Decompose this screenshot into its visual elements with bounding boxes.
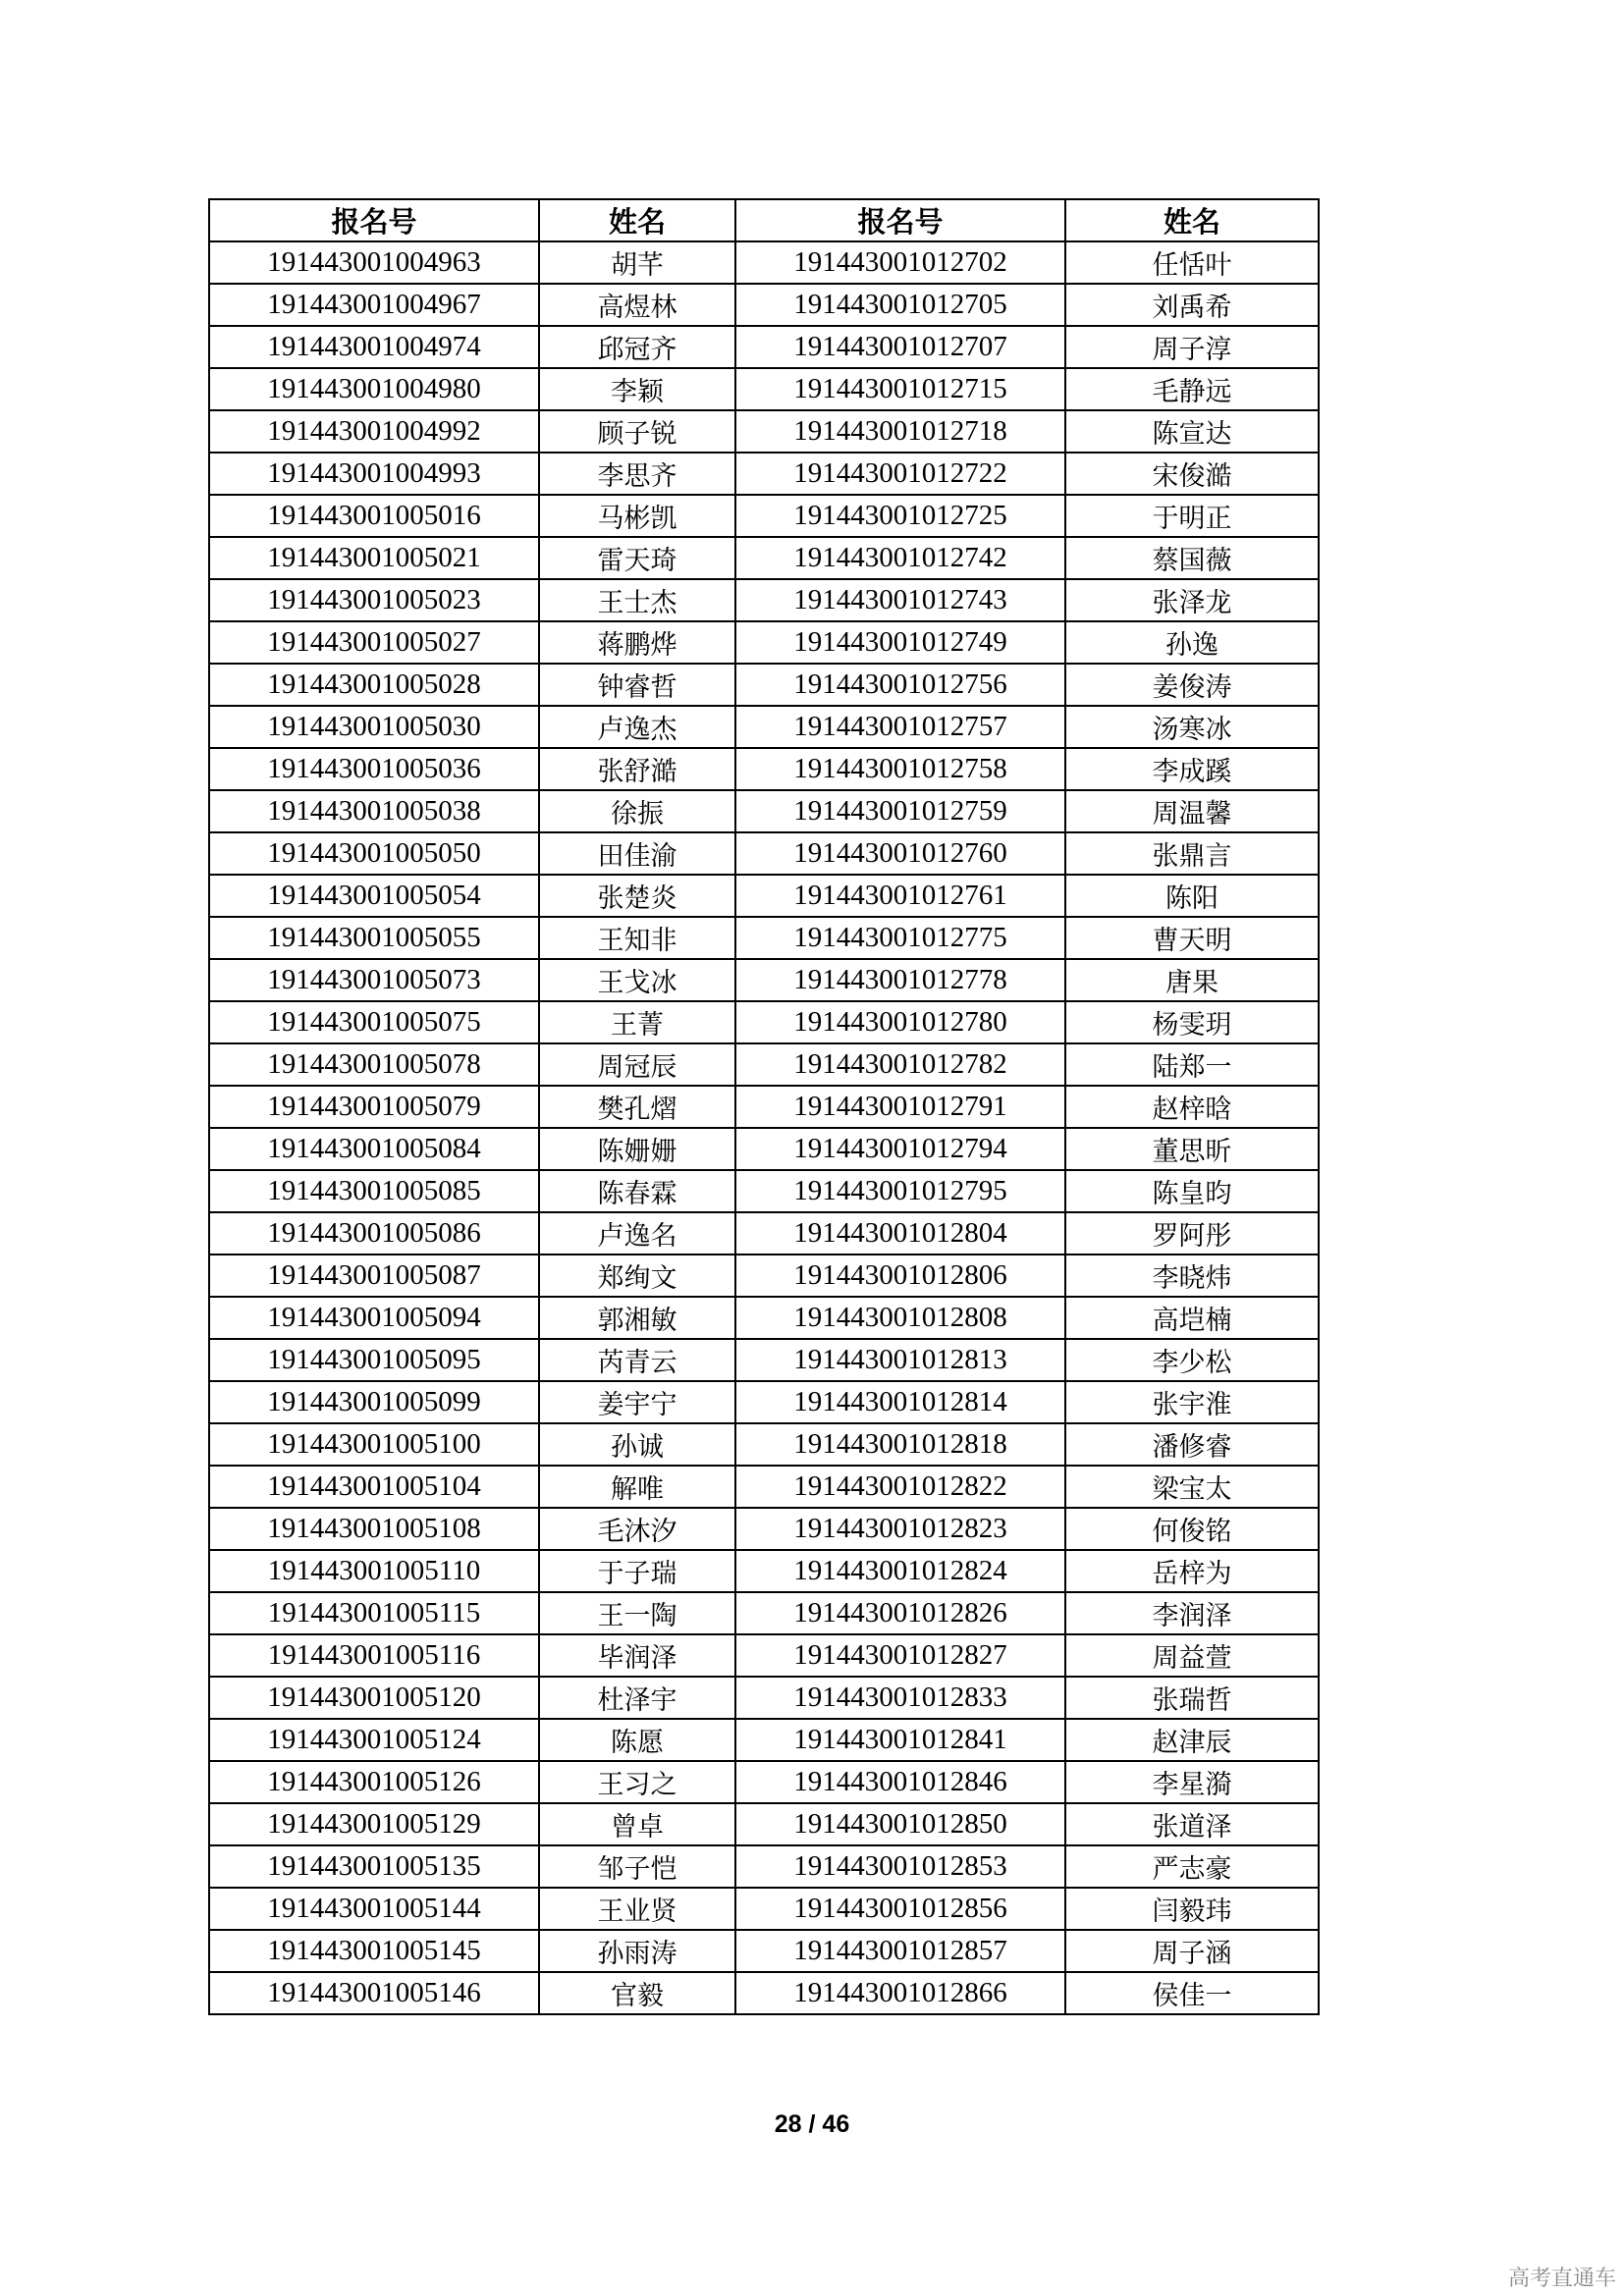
- cell-name-right: 赵津辰: [1065, 1719, 1319, 1761]
- table-row: [209, 453, 1319, 495]
- cell-name-right: 闫毅玮: [1065, 1888, 1319, 1930]
- cell-reg-number-right: 191443001012822: [735, 1466, 1065, 1508]
- cell-name-left: 王菁: [539, 1001, 735, 1043]
- cell-name-right: 周子淳: [1065, 326, 1319, 368]
- cell-name-left: 张舒澔: [539, 748, 735, 790]
- cell-reg-number-left: 191443001005078: [209, 1043, 539, 1086]
- cell-name-right: 姜俊涛: [1065, 664, 1319, 706]
- cell-name-left: 陈姗姗: [539, 1128, 735, 1170]
- cell-name-left: 雷天琦: [539, 537, 735, 579]
- cell-reg-number-left: 191443001005146: [209, 1972, 539, 2014]
- cell-name-left: 王戈冰: [539, 959, 735, 1001]
- cell-reg-number-right: 191443001012749: [735, 621, 1065, 664]
- cell-reg-number-right: 191443001012705: [735, 284, 1065, 326]
- cell-name-right: 赵梓晗: [1065, 1086, 1319, 1128]
- cell-reg-number-right: 191443001012715: [735, 368, 1065, 410]
- cell-name-right: 唐果: [1065, 959, 1319, 1001]
- cell-reg-number-left: 191443001004963: [209, 241, 539, 284]
- cell-reg-number-left: 191443001004974: [209, 326, 539, 368]
- table-row: [209, 1212, 1319, 1255]
- cell-name-left: 邹子恺: [539, 1845, 735, 1888]
- cell-reg-number-right: 191443001012759: [735, 790, 1065, 832]
- table-row: [209, 1128, 1319, 1170]
- table-row: [209, 1339, 1319, 1381]
- cell-reg-number-right: 191443001012795: [735, 1170, 1065, 1212]
- cell-reg-number-right: 191443001012718: [735, 410, 1065, 453]
- table-row: [209, 1381, 1319, 1423]
- cell-name-left: 高煜林: [539, 284, 735, 326]
- cell-reg-number-left: 191443001005016: [209, 495, 539, 537]
- cell-reg-number-right: 191443001012702: [735, 241, 1065, 284]
- table-row: [209, 1677, 1319, 1719]
- header-name-right: 姓名: [1065, 199, 1319, 241]
- table-row: [209, 664, 1319, 706]
- cell-reg-number-left: 191443001005055: [209, 917, 539, 959]
- cell-name-right: 董思昕: [1065, 1128, 1319, 1170]
- cell-reg-number-right: 191443001012818: [735, 1423, 1065, 1466]
- cell-name-right: 潘修睿: [1065, 1423, 1319, 1466]
- cell-reg-number-left: 191443001004992: [209, 410, 539, 453]
- table-row: [209, 579, 1319, 621]
- table-row: [209, 1761, 1319, 1803]
- cell-reg-number-right: 191443001012794: [735, 1128, 1065, 1170]
- cell-name-left: 陈愿: [539, 1719, 735, 1761]
- cell-name-left: 郭湘敏: [539, 1297, 735, 1339]
- table-row: [209, 410, 1319, 453]
- cell-reg-number-right: 191443001012814: [735, 1381, 1065, 1423]
- cell-reg-number-left: 191443001005087: [209, 1255, 539, 1297]
- cell-name-right: 任恬叶: [1065, 241, 1319, 284]
- cell-reg-number-right: 191443001012833: [735, 1677, 1065, 1719]
- table-row: [209, 832, 1319, 875]
- cell-name-left: 孙雨涛: [539, 1930, 735, 1972]
- cell-reg-number-left: 191443001005124: [209, 1719, 539, 1761]
- cell-name-left: 陈春霖: [539, 1170, 735, 1212]
- cell-name-right: 蔡国薇: [1065, 537, 1319, 579]
- registration-table: [208, 198, 1320, 2015]
- cell-reg-number-right: 191443001012757: [735, 706, 1065, 748]
- table-row: [209, 537, 1319, 579]
- table-row: [209, 241, 1319, 284]
- cell-reg-number-right: 191443001012756: [735, 664, 1065, 706]
- table-row: [209, 1888, 1319, 1930]
- cell-name-left: 周冠辰: [539, 1043, 735, 1086]
- cell-name-right: 于明正: [1065, 495, 1319, 537]
- cell-name-left: 官毅: [539, 1972, 735, 2014]
- cell-reg-number-right: 191443001012823: [735, 1508, 1065, 1550]
- cell-reg-number-right: 191443001012758: [735, 748, 1065, 790]
- cell-reg-number-right: 191443001012808: [735, 1297, 1065, 1339]
- cell-name-right: 岳梓为: [1065, 1550, 1319, 1592]
- cell-reg-number-right: 191443001012841: [735, 1719, 1065, 1761]
- cell-reg-number-left: 191443001005021: [209, 537, 539, 579]
- cell-name-left: 马彬凯: [539, 495, 735, 537]
- table-row: [209, 1170, 1319, 1212]
- table-row: [209, 621, 1319, 664]
- cell-reg-number-left: 191443001005099: [209, 1381, 539, 1423]
- cell-reg-number-left: 191443001005075: [209, 1001, 539, 1043]
- cell-name-left: 王习之: [539, 1761, 735, 1803]
- table-row: [209, 1297, 1319, 1339]
- table-row: [209, 1845, 1319, 1888]
- table-row: [209, 1803, 1319, 1845]
- cell-reg-number-right: 191443001012826: [735, 1592, 1065, 1634]
- cell-reg-number-right: 191443001012813: [735, 1339, 1065, 1381]
- cell-reg-number-left: 191443001005135: [209, 1845, 539, 1888]
- cell-name-right: 李成蹊: [1065, 748, 1319, 790]
- table-row: [209, 790, 1319, 832]
- cell-name-left: 于子瑞: [539, 1550, 735, 1592]
- cell-reg-number-left: 191443001005110: [209, 1550, 539, 1592]
- cell-name-right: 张宇淮: [1065, 1381, 1319, 1423]
- cell-reg-number-right: 191443001012824: [735, 1550, 1065, 1592]
- cell-name-left: 卢逸名: [539, 1212, 735, 1255]
- table-row: [209, 284, 1319, 326]
- cell-name-right: 李晓炜: [1065, 1255, 1319, 1297]
- table-row: [209, 495, 1319, 537]
- cell-name-left: 王士杰: [539, 579, 735, 621]
- cell-name-right: 李星漪: [1065, 1761, 1319, 1803]
- cell-name-left: 李思齐: [539, 453, 735, 495]
- cell-reg-number-left: 191443001005028: [209, 664, 539, 706]
- cell-reg-number-right: 191443001012866: [735, 1972, 1065, 2014]
- cell-reg-number-left: 191443001005115: [209, 1592, 539, 1634]
- cell-reg-number-left: 191443001004993: [209, 453, 539, 495]
- cell-reg-number-left: 191443001005079: [209, 1086, 539, 1128]
- table-row: [209, 1719, 1319, 1761]
- cell-name-right: 严志豪: [1065, 1845, 1319, 1888]
- table-row: [209, 1086, 1319, 1128]
- cell-name-right: 孙逸: [1065, 621, 1319, 664]
- table-row: [209, 1592, 1319, 1634]
- cell-name-left: 王知非: [539, 917, 735, 959]
- cell-reg-number-left: 191443001005104: [209, 1466, 539, 1508]
- cell-name-left: 王业贤: [539, 1888, 735, 1930]
- cell-reg-number-left: 191443001005027: [209, 621, 539, 664]
- cell-reg-number-left: 191443001005095: [209, 1339, 539, 1381]
- cell-reg-number-right: 191443001012850: [735, 1803, 1065, 1845]
- cell-reg-number-left: 191443001005085: [209, 1170, 539, 1212]
- table-row: [209, 1634, 1319, 1677]
- cell-name-left: 钟睿哲: [539, 664, 735, 706]
- cell-name-left: 卢逸杰: [539, 706, 735, 748]
- cell-name-left: 樊孔熠: [539, 1086, 735, 1128]
- table-row: [209, 1255, 1319, 1297]
- table-row: [209, 1930, 1319, 1972]
- table-row: [209, 875, 1319, 917]
- cell-reg-number-right: 191443001012804: [735, 1212, 1065, 1255]
- cell-name-left: 张楚炎: [539, 875, 735, 917]
- cell-reg-number-left: 191443001005038: [209, 790, 539, 832]
- cell-name-right: 陈宣达: [1065, 410, 1319, 453]
- cell-name-left: 王一陶: [539, 1592, 735, 1634]
- table-header-row: [209, 199, 1319, 241]
- table-body: [209, 241, 1319, 2014]
- cell-name-left: 杜泽宇: [539, 1677, 735, 1719]
- table-row: [209, 368, 1319, 410]
- cell-name-right: 张泽龙: [1065, 579, 1319, 621]
- cell-reg-number-right: 191443001012791: [735, 1086, 1065, 1128]
- header-reg-number-right: 报名号: [735, 199, 1065, 241]
- cell-name-left: 胡芊: [539, 241, 735, 284]
- cell-name-right: 高垲楠: [1065, 1297, 1319, 1339]
- cell-reg-number-left: 191443001005086: [209, 1212, 539, 1255]
- cell-name-right: 李少松: [1065, 1339, 1319, 1381]
- cell-reg-number-left: 191443001005054: [209, 875, 539, 917]
- cell-name-left: 解唯: [539, 1466, 735, 1508]
- cell-reg-number-right: 191443001012760: [735, 832, 1065, 875]
- cell-name-right: 周温馨: [1065, 790, 1319, 832]
- cell-reg-number-right: 191443001012707: [735, 326, 1065, 368]
- cell-name-right: 梁宝太: [1065, 1466, 1319, 1508]
- cell-reg-number-right: 191443001012725: [735, 495, 1065, 537]
- watermark-text: 高考直通车: [1507, 2267, 1616, 2291]
- cell-name-right: 罗阿彤: [1065, 1212, 1319, 1255]
- cell-reg-number-left: 191443001005036: [209, 748, 539, 790]
- cell-name-left: 顾子锐: [539, 410, 735, 453]
- table-row: [209, 959, 1319, 1001]
- cell-reg-number-right: 191443001012722: [735, 453, 1065, 495]
- cell-reg-number-right: 191443001012761: [735, 875, 1065, 917]
- cell-reg-number-left: 191443001005144: [209, 1888, 539, 1930]
- cell-reg-number-left: 191443001005084: [209, 1128, 539, 1170]
- table-row: [209, 917, 1319, 959]
- cell-name-right: 周子涵: [1065, 1930, 1319, 1972]
- cell-reg-number-left: 191443001004967: [209, 284, 539, 326]
- cell-name-right: 陈阳: [1065, 875, 1319, 917]
- cell-name-right: 李润泽: [1065, 1592, 1319, 1634]
- cell-reg-number-right: 191443001012853: [735, 1845, 1065, 1888]
- cell-reg-number-left: 191443001005120: [209, 1677, 539, 1719]
- table-row: [209, 1043, 1319, 1086]
- cell-reg-number-right: 191443001012857: [735, 1930, 1065, 1972]
- cell-name-right: 毛静远: [1065, 368, 1319, 410]
- cell-reg-number-left: 191443001005023: [209, 579, 539, 621]
- table-row: [209, 1972, 1319, 2014]
- header-name-left: 姓名: [539, 199, 735, 241]
- cell-reg-number-left: 191443001005100: [209, 1423, 539, 1466]
- cell-name-left: 毛沐汐: [539, 1508, 735, 1550]
- cell-reg-number-right: 191443001012778: [735, 959, 1065, 1001]
- cell-name-left: 郑绚文: [539, 1255, 735, 1297]
- cell-name-left: 徐振: [539, 790, 735, 832]
- cell-name-left: 孙诚: [539, 1423, 735, 1466]
- cell-name-right: 曹天明: [1065, 917, 1319, 959]
- cell-reg-number-right: 191443001012827: [735, 1634, 1065, 1677]
- table-row: [209, 1466, 1319, 1508]
- cell-name-left: 姜宇宁: [539, 1381, 735, 1423]
- cell-name-left: 李颖: [539, 368, 735, 410]
- cell-name-right: 周益萱: [1065, 1634, 1319, 1677]
- cell-reg-number-left: 191443001004980: [209, 368, 539, 410]
- table-row: [209, 1001, 1319, 1043]
- cell-reg-number-left: 191443001005030: [209, 706, 539, 748]
- table-row: [209, 748, 1319, 790]
- cell-reg-number-right: 191443001012780: [735, 1001, 1065, 1043]
- cell-reg-number-right: 191443001012775: [735, 917, 1065, 959]
- table-row: [209, 1508, 1319, 1550]
- cell-name-right: 杨雯玥: [1065, 1001, 1319, 1043]
- cell-reg-number-left: 191443001005073: [209, 959, 539, 1001]
- cell-name-left: 芮青云: [539, 1339, 735, 1381]
- cell-name-right: 何俊铭: [1065, 1508, 1319, 1550]
- cell-name-left: 田佳渝: [539, 832, 735, 875]
- cell-name-right: 宋俊澔: [1065, 453, 1319, 495]
- cell-reg-number-left: 191443001005116: [209, 1634, 539, 1677]
- cell-name-right: 张道泽: [1065, 1803, 1319, 1845]
- cell-name-right: 侯佳一: [1065, 1972, 1319, 2014]
- table-row: [209, 1423, 1319, 1466]
- cell-name-left: 曾卓: [539, 1803, 735, 1845]
- header-reg-number-left: 报名号: [209, 199, 539, 241]
- cell-name-right: 刘禹希: [1065, 284, 1319, 326]
- cell-reg-number-left: 191443001005050: [209, 832, 539, 875]
- cell-name-right: 张瑞哲: [1065, 1677, 1319, 1719]
- cell-reg-number-left: 191443001005094: [209, 1297, 539, 1339]
- cell-reg-number-left: 191443001005126: [209, 1761, 539, 1803]
- cell-reg-number-right: 191443001012743: [735, 579, 1065, 621]
- cell-name-right: 张鼎言: [1065, 832, 1319, 875]
- cell-reg-number-left: 191443001005108: [209, 1508, 539, 1550]
- cell-name-left: 毕润泽: [539, 1634, 735, 1677]
- cell-name-right: 陈皇昀: [1065, 1170, 1319, 1212]
- cell-name-left: 邱冠齐: [539, 326, 735, 368]
- table-row: [209, 326, 1319, 368]
- cell-reg-number-right: 191443001012782: [735, 1043, 1065, 1086]
- cell-reg-number-right: 191443001012742: [735, 537, 1065, 579]
- table-row: [209, 1550, 1319, 1592]
- cell-name-right: 陆郑一: [1065, 1043, 1319, 1086]
- cell-reg-number-right: 191443001012806: [735, 1255, 1065, 1297]
- cell-name-left: 蒋鹏烨: [539, 621, 735, 664]
- cell-reg-number-right: 191443001012846: [735, 1761, 1065, 1803]
- page-number: 28 / 46: [774, 2110, 850, 2138]
- cell-name-right: 汤寒冰: [1065, 706, 1319, 748]
- cell-reg-number-right: 191443001012856: [735, 1888, 1065, 1930]
- cell-reg-number-left: 191443001005145: [209, 1930, 539, 1972]
- table-row: [209, 706, 1319, 748]
- cell-reg-number-left: 191443001005129: [209, 1803, 539, 1845]
